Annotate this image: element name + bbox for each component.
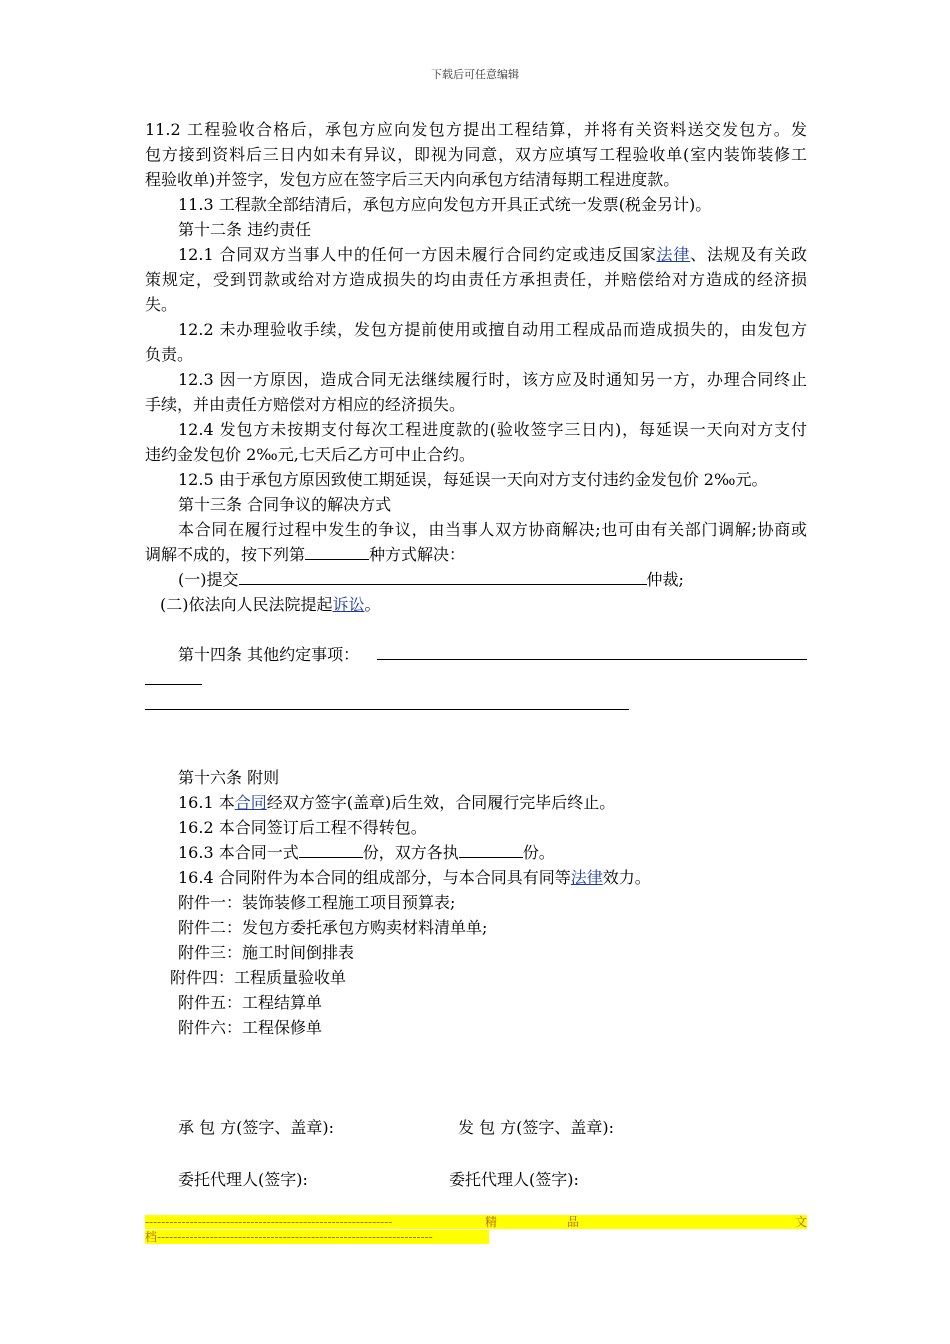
blank-method-number[interactable] — [305, 543, 369, 560]
blank-copies-each[interactable] — [459, 841, 523, 858]
attachment-4: 附件四：工程质量验收单 — [170, 968, 347, 987]
blank-other-terms-2[interactable] — [145, 684, 202, 685]
text: 16.1 本 — [178, 793, 235, 812]
heading-article-12: 第十二条 违约责任 — [178, 220, 312, 239]
option-arbitration — [178, 567, 840, 592]
contract-link[interactable]: 合同 — [234, 793, 267, 812]
para-13-line1: 本合同在履行过程中发生的争议，由当事人双方协商解决;也可由有关部门调解;协商或 — [178, 520, 807, 539]
para-11-3: 11.3 工程款全部结清后，承包方应向发包方开具正式统一发票(税金另计)。 — [178, 195, 712, 214]
text: 12.1 合同双方当事人中的任何一方因未履行合同约定或违反国家 — [178, 245, 657, 264]
litigation-link[interactable]: 诉讼 — [332, 595, 365, 614]
option-litigation — [160, 592, 822, 617]
contractor-agent-signature: 委托代理人(签字): — [178, 1170, 308, 1189]
client-signature: 发 包 方(签字、盖章): — [458, 1118, 615, 1137]
para-11-2-line1: 11.2 工程验收合格后，承包方应向发包方提出工程结算，并将有关资料送交发包方。发 — [145, 120, 807, 139]
heading-article-16: 第十六条 附则 — [178, 768, 280, 787]
text: 16.4 合同附件为本合同的组成部分，与本合同具有同等 — [178, 868, 571, 887]
footer-banner-line1 — [145, 1215, 807, 1229]
text: 仲裁; — [646, 570, 684, 589]
para-12-1-line1 — [178, 242, 807, 267]
para-11-2-line2: 包方接到资料后三日内如未有异议，即视为同意，双方应填写工程验收单(室内装饰装修工 — [145, 145, 807, 164]
para-11-2-line3: 程验收单)并签字，发包方应在签字后三天内向承包方结清每期工程进度款。 — [145, 170, 680, 189]
para-12-1-line2: 策规定，受到罚款或给对方造成损失的均由责任方承担责任，并赔偿给对方造成的经济损 — [145, 270, 807, 289]
heading-article-14: 第十四条 其他约定事项： — [178, 645, 360, 664]
para-16-1 — [178, 790, 840, 815]
heading-article-13: 第十三条 合同争议的解决方式 — [178, 495, 392, 514]
blank-copies-total[interactable] — [299, 841, 363, 858]
text: 份。 — [522, 843, 555, 862]
contractor-signature: 承 包 方(签字、盖章): — [178, 1118, 335, 1137]
blank-other-terms-3[interactable] — [145, 709, 629, 710]
footer-char: 档 — [145, 1230, 158, 1244]
text: 调解不成的，按下列第 — [145, 545, 306, 564]
para-16-3 — [178, 840, 840, 865]
law-link[interactable]: 法律 — [656, 245, 691, 264]
para-12-1-line3: 失。 — [145, 295, 178, 314]
para-12-2-line1: 12.2 未办理验收手续，发包方提前使用或擅自动用工程成品而造成损失的，由发包方 — [178, 320, 807, 339]
para-16-2: 16.2 本合同签订后工程不得转包。 — [178, 818, 427, 837]
para-12-4-line1: 12.4 发包方未按期支付每次工程进度款的(验收签字三日内)，每延误一天向对方支付 — [178, 420, 807, 439]
footer-char: 精 — [485, 1215, 498, 1229]
footer-dashes: -------------------------------------------------------------------- — [157, 1230, 433, 1244]
footer-dashes: ------------------------------------------------------------- — [145, 1215, 393, 1229]
attachment-1: 附件一：装饰装修工程施工项目预算表; — [178, 893, 456, 912]
footer-banner-line2 — [145, 1230, 489, 1244]
text: 、法规及有关政 — [690, 245, 807, 264]
page-header: 下载后可任意编辑 — [431, 68, 519, 81]
attachment-6: 附件六：工程保修单 — [178, 1018, 323, 1037]
attachment-2: 附件二：发包方委托承包方购卖材料清单单; — [178, 918, 488, 937]
attachment-5: 附件五：工程结算单 — [178, 993, 323, 1012]
text: 种方式解决： — [369, 545, 466, 564]
footer-char: 文 — [794, 1215, 807, 1229]
text: 效力。 — [602, 868, 651, 887]
text: (二)依法向人民法院提起 — [160, 595, 333, 614]
law-link-2[interactable]: 法律 — [570, 868, 603, 887]
para-12-3-line1: 12.3 因一方原因，造成合同无法继续履行时，该方应及时通知另一方，办理合同终止 — [178, 370, 807, 389]
text: (一)提交 — [178, 570, 239, 589]
para-12-5: 12.5 由于承包方原因致使工期延误，每延误一天向对方支付违约金发包价 2‰元。 — [178, 470, 768, 489]
para-12-4-line2: 违约金发包价 2‰元,七天后乙方可中止合约。 — [145, 445, 475, 464]
text: 经双方签字(盖章)后生效，合同履行完毕后终止。 — [266, 793, 616, 812]
text: 。 — [364, 595, 381, 614]
para-16-4 — [178, 865, 840, 890]
footer-char: 品 — [567, 1215, 580, 1229]
para-13-line2 — [145, 542, 807, 567]
blank-other-terms-1[interactable] — [377, 659, 807, 660]
client-agent-signature: 委托代理人(签字): — [449, 1170, 579, 1189]
text: 份，双方各执 — [362, 843, 459, 862]
attachment-3: 附件三：施工时间倒排表 — [178, 943, 355, 962]
para-12-2-line2: 负责。 — [145, 345, 194, 364]
text: 16.3 本合同一式 — [178, 843, 299, 862]
blank-arbitration-body[interactable] — [239, 568, 647, 585]
para-12-3-line2: 手续，并由责任方赔偿对方相应的经济损失。 — [145, 395, 466, 414]
